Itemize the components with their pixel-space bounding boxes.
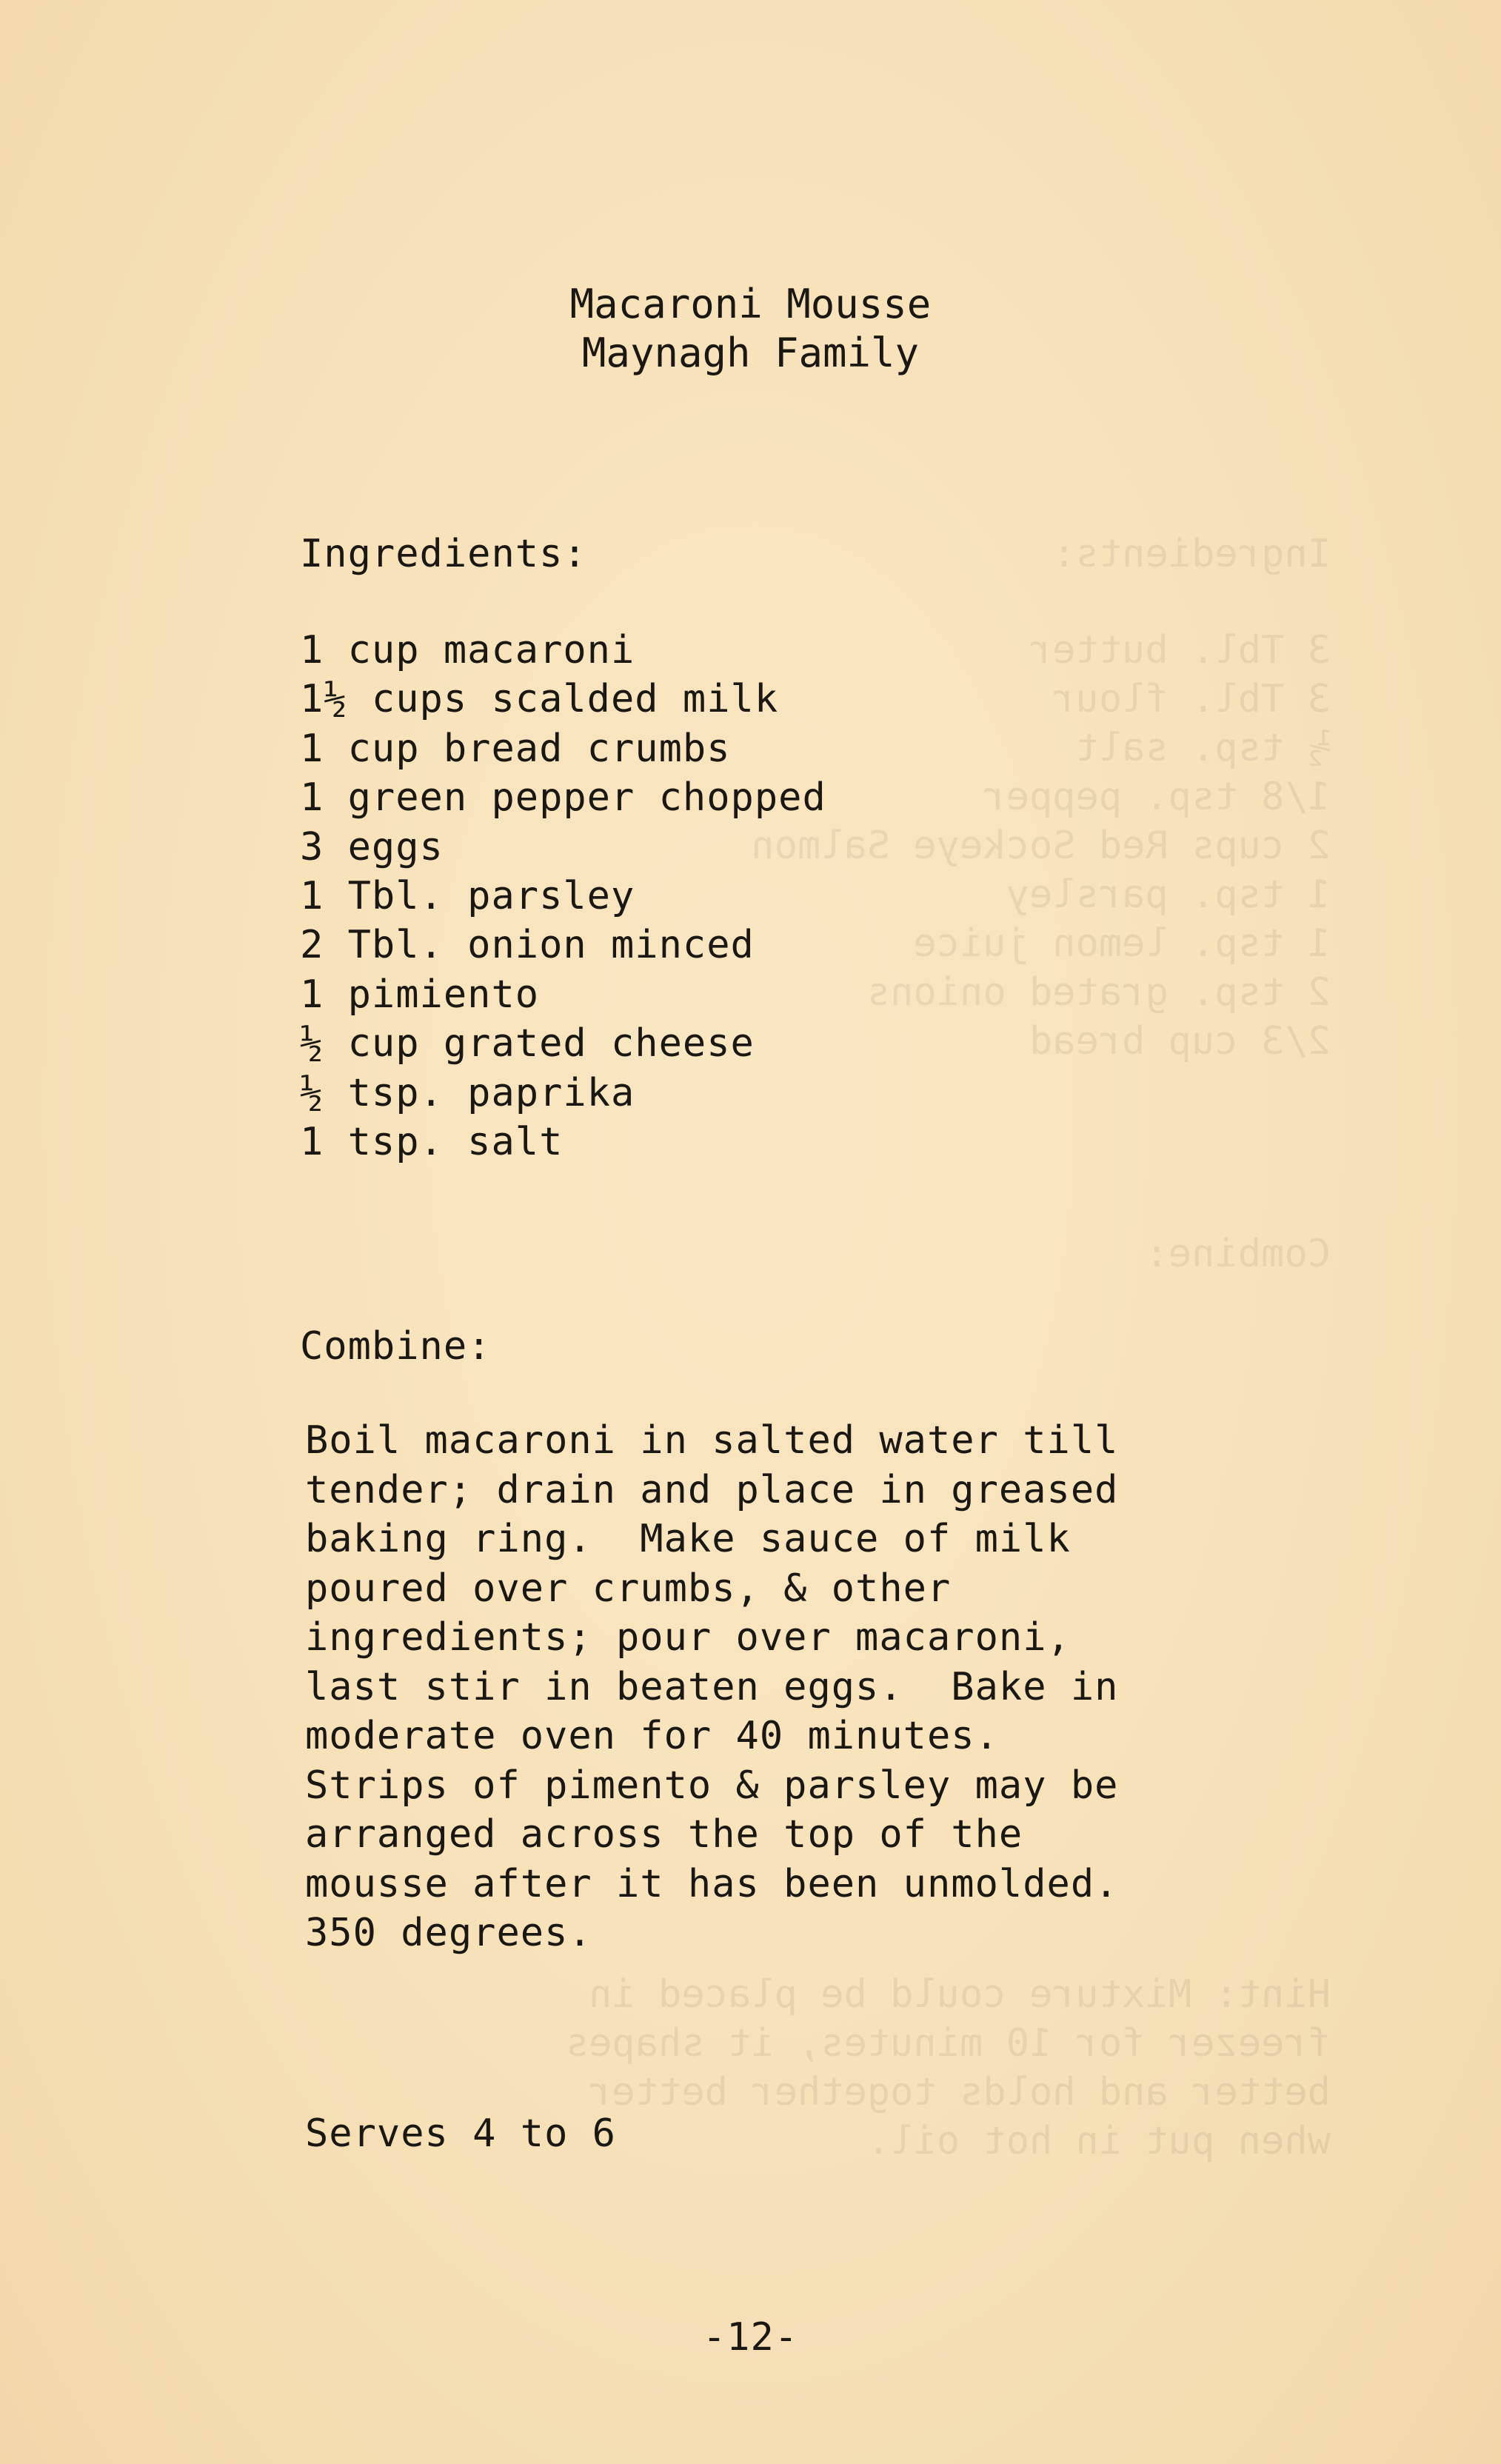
ingredient-item: 1 cup bread crumbs	[300, 726, 731, 771]
ingredient-item: ½ cup grated cheese	[300, 1021, 755, 1066]
ingredient-item: 2 Tbl. onion minced	[300, 923, 755, 968]
directions-line: moderate oven for 40 minutes.	[305, 1714, 999, 1758]
ingredient-item: 3 eggs	[300, 824, 444, 869]
servings-note: Serves 4 to 6	[305, 2111, 616, 2156]
directions-line: ingredients; pour over macaroni,	[305, 1615, 1071, 1660]
ingredient-item: ½ tsp. paprika	[300, 1070, 635, 1115]
directions-line: Boil macaroni in salted water till	[305, 1418, 1119, 1463]
show-through-text: Ingredients: 3 Tbl. butter 3 Tbl. flour ½ tsp. salt 1/8 tsp. pepper 2 cups Red Sockeye Salmon 1 tsp. parsley 1 tsp. lemon juice 2 tsp. grated onions 2/3 cup bread Combine: Hint: Mixture could be placed in freezer for 10 minutes, it shapes better and holds together better when put in hot oil.	[565, 532, 1331, 2163]
directions-line: tender; drain and place in greased	[305, 1467, 1119, 1512]
ingredient-item: 1 cup macaroni	[300, 628, 635, 672]
ingredient-item: 1½ cups scalded milk	[300, 677, 779, 722]
directions-line: 350 degrees.	[305, 1911, 592, 1955]
directions-line: poured over crumbs, & other	[305, 1566, 952, 1611]
ingredient-item: 1 pimiento	[300, 972, 540, 1017]
ingredient-item: 1 Tbl. parsley	[300, 874, 635, 919]
directions-text	[305, 1416, 1118, 1958]
directions-line: mousse after it has been unmolded.	[305, 1861, 1119, 1906]
ingredient-list	[300, 626, 826, 1166]
directions-line: last stir in beaten eggs. Bake in	[305, 1664, 1119, 1709]
page-number: -12-	[702, 2315, 799, 2360]
ingredient-item: 1 tsp. salt	[300, 1120, 564, 1165]
combine-heading: Combine:	[300, 1324, 492, 1369]
directions-line: arranged across the top of the	[305, 1812, 1023, 1857]
ingredient-item: 1 green pepper chopped	[300, 775, 826, 821]
directions-line: Strips of pimento & parsley may be	[305, 1763, 1119, 1808]
recipe-header	[0, 280, 1501, 378]
recipe-title: Macaroni Mousse	[569, 281, 932, 327]
directions-line: baking ring. Make sauce of milk	[305, 1517, 1071, 1561]
ingredients-heading: Ingredients:	[300, 532, 587, 576]
recipe-source: Maynagh Family	[581, 330, 920, 376]
